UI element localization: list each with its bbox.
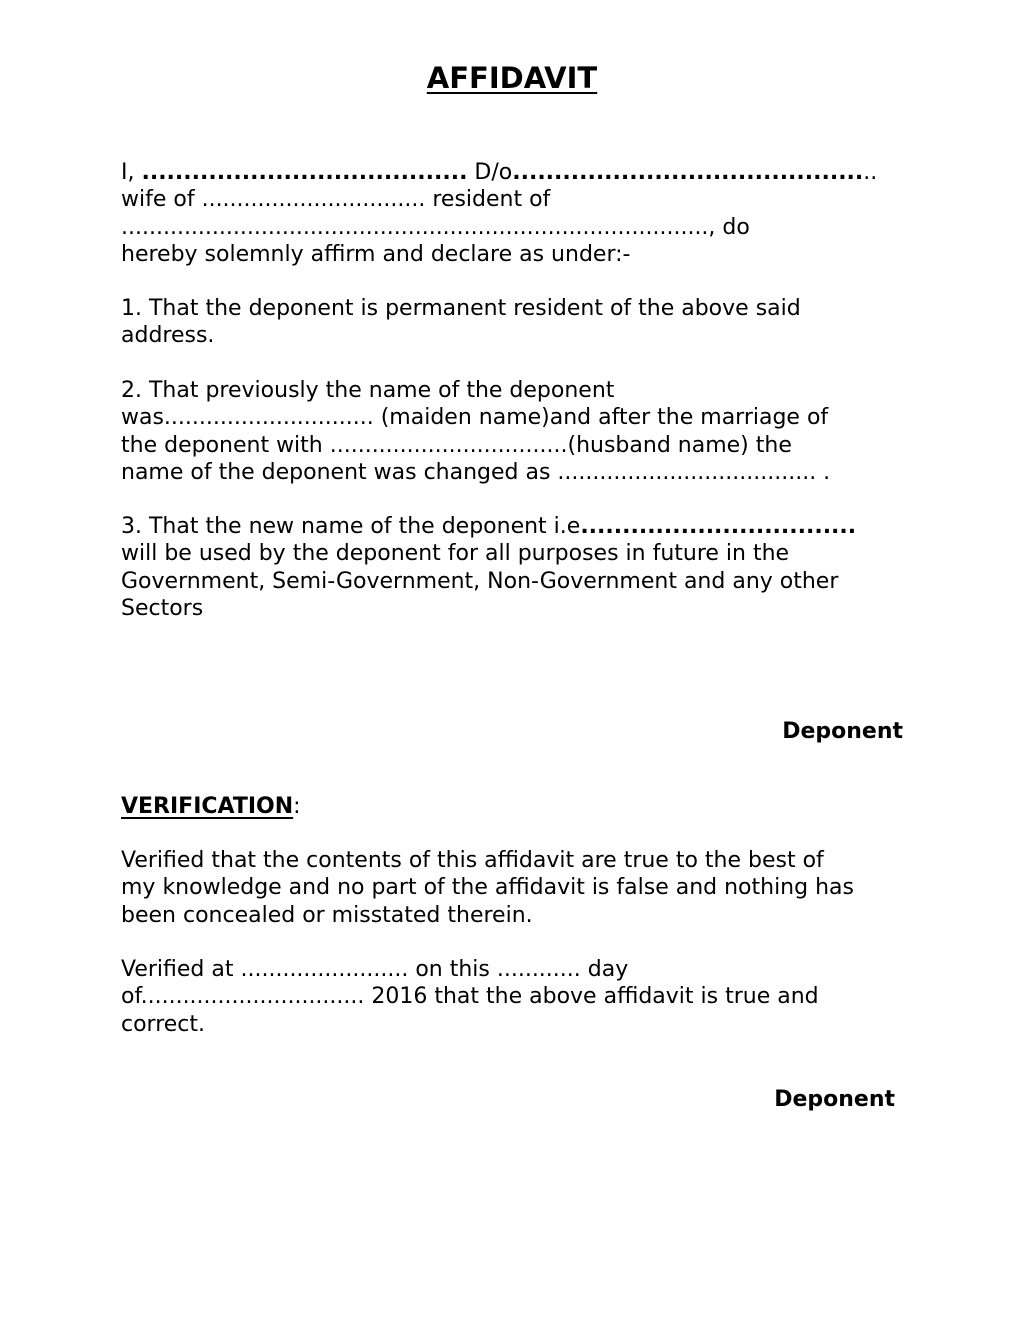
clause-3-text: 3. That the new name of the deponent i.e xyxy=(121,514,581,539)
new-name-blank: ................................. xyxy=(580,514,857,539)
clause-1-line-1: 1. That the deponent is permanent resident of the above said xyxy=(121,296,801,321)
clause-3-line-4: Sectors xyxy=(121,596,204,622)
verification-p1-line-2: my knowledge and no part of the affidavit is false and nothing has xyxy=(121,875,854,901)
verification-p1-line-3: been concealed or misstated therein. xyxy=(121,902,533,928)
clause-2-line-4: name of the deponent was changed as ..................................... . xyxy=(121,460,831,486)
father-name-blank: .......................................... xyxy=(512,160,864,185)
intro-text: .. xyxy=(863,160,878,185)
intro-text: D/o xyxy=(467,160,513,185)
verification-p1-line-1: Verified that the contents of this affidavit are true to the best of xyxy=(121,848,824,873)
clause-2-line-1: 2. That previously the name of the deponent xyxy=(121,378,615,403)
verification-p2-line-2: of................................ 2016 that the above affidavit is true and xyxy=(121,984,819,1010)
verification-heading-row xyxy=(121,793,911,820)
intro-text: I, xyxy=(121,160,142,185)
verification-heading-line xyxy=(121,793,911,820)
clause-3-line-2: will be used by the deponent for all purposes in future in the xyxy=(121,541,790,567)
clause-2-line-2: was.............................. (maiden name)and after the marriage of xyxy=(121,405,829,431)
clause-3 xyxy=(121,513,911,623)
verification-p2-line-3: correct. xyxy=(121,1011,206,1037)
clause-2-line-3: the deponent with ..................................(husband name) the xyxy=(121,432,792,458)
clause-3-line-1 xyxy=(121,513,911,540)
clause-1 xyxy=(121,295,911,350)
document-title: AFFIDAVIT xyxy=(426,61,598,95)
clause-3-line-3: Government, Semi-Government, Non-Government and any other xyxy=(121,568,839,594)
name-blank: ....................................... xyxy=(141,160,468,185)
verification-p2-line-1: Verified at ........................ on this ............ day xyxy=(121,957,629,982)
deponent-verification-label: Deponent xyxy=(774,1087,895,1112)
verification-paragraph-1 xyxy=(121,847,911,929)
intro-line-3: ...................................................................................., do xyxy=(121,214,750,240)
deponent-signature-label: Deponent xyxy=(782,719,903,744)
verification-colon: : xyxy=(293,794,301,819)
clause-2 xyxy=(121,377,911,487)
verification-paragraph-2 xyxy=(121,956,911,1038)
verification-heading: VERIFICATION xyxy=(121,794,294,819)
clause-1-line-2: address. xyxy=(121,323,215,349)
intro-line-2: wife of ................................ resident of xyxy=(121,187,551,213)
intro-line-4: hereby solemnly affirm and declare as under:- xyxy=(121,242,631,268)
intro-paragraph xyxy=(121,159,911,269)
intro-line-1 xyxy=(121,159,911,186)
